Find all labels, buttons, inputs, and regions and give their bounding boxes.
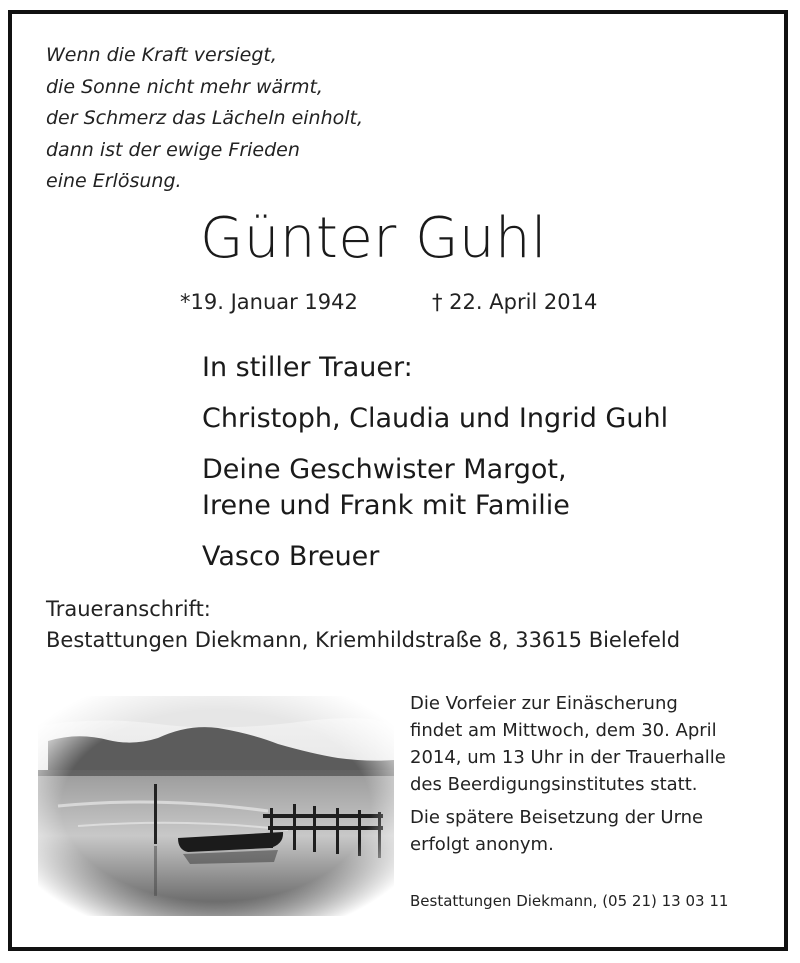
- notice-line: Die Vorfeier zur Einäscherung: [410, 693, 678, 714]
- notice-line: Die spätere Beisetzung der Urne: [410, 807, 704, 828]
- mourners-block: [202, 350, 668, 575]
- notice-line: erfolgt anonym.: [410, 834, 554, 855]
- poem-line: der Schmerz das Lächeln einholt,: [46, 107, 364, 129]
- poem-line: Wenn die Kraft versiegt,: [46, 44, 277, 66]
- deceased-name: Günter Guhl: [200, 206, 548, 271]
- birth-date: *19. Januar 1942: [180, 290, 358, 314]
- mourners-family: Christoph, Claudia und Ingrid Guhl: [202, 403, 669, 434]
- poem-line: eine Erlösung.: [46, 170, 182, 192]
- notice-line: 2014, um 13 Uhr in der Trauerhalle: [410, 747, 726, 768]
- notice-line: des Beerdigungsinstitutes statt.: [410, 774, 698, 795]
- mourning-address: [46, 594, 680, 656]
- mourners-intro: In stiller Trauer:: [202, 352, 413, 383]
- poem-line: dann ist der ewige Frieden: [46, 138, 300, 161]
- lake-photo: [38, 696, 394, 916]
- address-label: Traueranschrift:: [46, 597, 211, 621]
- mourners-other: Vasco Breuer: [202, 541, 380, 572]
- death-date: † 22. April 2014: [432, 290, 598, 314]
- poem-line: die Sonne nicht mehr wärmt,: [46, 75, 323, 98]
- poem: [46, 40, 363, 198]
- undertaker-contact: Bestattungen Diekmann, (05 21) 13 03 11: [410, 892, 729, 910]
- mourners-siblings: Deine Geschwister Margot,: [202, 454, 567, 485]
- mourners-siblings-cont: Irene und Frank mit Familie: [202, 490, 570, 521]
- ceremony-notice: [410, 690, 726, 858]
- address-value: Bestattungen Diekmann, Kriemhildstraße 8, 33615 Bielefeld: [46, 628, 681, 652]
- notice-line: findet am Mittwoch, dem 30. April: [410, 720, 717, 741]
